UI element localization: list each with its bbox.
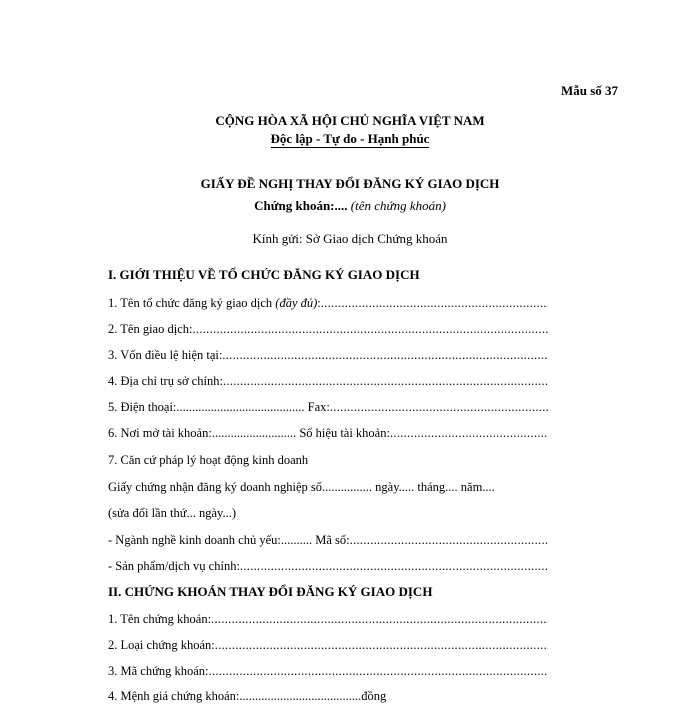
fill-dots: ......................................... xyxy=(176,400,305,414)
field-label: 1. Tên chứng khoán: xyxy=(108,612,212,626)
field-label-suffix: : xyxy=(317,296,321,310)
field-security-type xyxy=(108,638,548,653)
document-title: GIẤY ĐỀ NGHỊ THAY ĐỔI ĐĂNG KÝ GIAO DỊCH xyxy=(200,176,500,191)
field-par-value xyxy=(108,689,548,704)
field-charter-capital xyxy=(108,348,548,363)
field-label: 6. Nơi mở tài khoản: xyxy=(108,426,212,440)
field-label: 3. Vốn điều lệ hiện tại: xyxy=(108,348,223,362)
recipient-line: Kính gửi: Sở Giao dịch Chứng khoán xyxy=(252,231,448,246)
fill-dots xyxy=(390,426,548,441)
field-label: 4. Mệnh giá chứng khoán: xyxy=(108,689,240,703)
form-number: Mẫu số 37 xyxy=(560,83,618,98)
field-label-italic: (đầy đủ) xyxy=(275,296,318,310)
field-org-name xyxy=(108,296,548,311)
field-amendment: (sửa đổi lần thứ... ngày...) xyxy=(108,506,236,520)
fill-dots xyxy=(350,533,548,548)
fill-dots xyxy=(222,348,548,363)
field-business-cert: Giấy chứng nhận đăng ký doanh nghiệp số................ ngày..... tháng.... năm.... xyxy=(108,480,495,494)
field-label: 4. Địa chỉ trụ sở chính: xyxy=(108,374,223,388)
fill-dots xyxy=(330,400,548,415)
section1-heading: I. GIỚI THIỆU VỀ TỔ CHỨC ĐĂNG KÝ GIAO DỊCH xyxy=(108,267,420,282)
field-main-business xyxy=(108,533,548,548)
motto-text: Độc lập - Tự do - Hạnh phúc xyxy=(270,131,430,146)
field-label: 3. Mã chứng khoán: xyxy=(108,664,209,678)
fill-dots xyxy=(223,374,548,389)
field-label: 2. Loại chứng khoán: xyxy=(108,638,215,652)
field-head-office xyxy=(108,374,548,389)
field-label: - Ngành nghề kinh doanh chủ yếu: xyxy=(108,533,281,547)
field-label: 5. Điện thoại: xyxy=(108,400,177,414)
field-label: đồng xyxy=(361,689,387,703)
fill-dots xyxy=(211,612,548,627)
fill-dots xyxy=(215,638,548,653)
document-subtitle xyxy=(0,198,700,214)
section2-heading: II. CHỨNG KHOÁN THAY ĐỔI ĐĂNG KÝ GIAO DỊCH xyxy=(108,584,433,599)
fill-dots: ........................... xyxy=(211,426,297,440)
field-label: Mã số: xyxy=(312,533,350,547)
fill-dots xyxy=(321,296,548,311)
field-legal-basis: 7. Căn cứ pháp lý hoạt động kinh doanh xyxy=(108,453,309,467)
field-label: 1. Tên tổ chức đăng ký giao dịch xyxy=(108,296,276,310)
subtitle-bold: Chứng khoán:.... xyxy=(254,198,348,213)
field-bank-account xyxy=(108,426,548,441)
field-label: - Sản phẩm/dịch vụ chính: xyxy=(108,559,240,573)
field-trade-name xyxy=(108,322,548,337)
fill-dots xyxy=(192,322,548,337)
field-label: Số hiệu tài khoản: xyxy=(296,426,390,440)
fill-dots xyxy=(209,664,548,679)
field-security-name xyxy=(108,612,548,627)
country-name: CỘNG HÒA XÃ HỘI CHỦ NGHĨA VIỆT NAM xyxy=(215,113,485,128)
field-main-products xyxy=(108,559,548,574)
field-label: 2. Tên giao dịch: xyxy=(108,322,193,336)
fill-dots: .......... xyxy=(280,533,313,547)
field-label: Fax: xyxy=(304,400,330,414)
fill-dots: ....................................... xyxy=(239,689,362,703)
field-security-code xyxy=(108,664,548,679)
subtitle-italic: (tên chứng khoán) xyxy=(347,198,446,213)
field-phone-fax xyxy=(108,400,548,415)
fill-dots xyxy=(240,559,548,574)
national-motto xyxy=(0,131,700,147)
